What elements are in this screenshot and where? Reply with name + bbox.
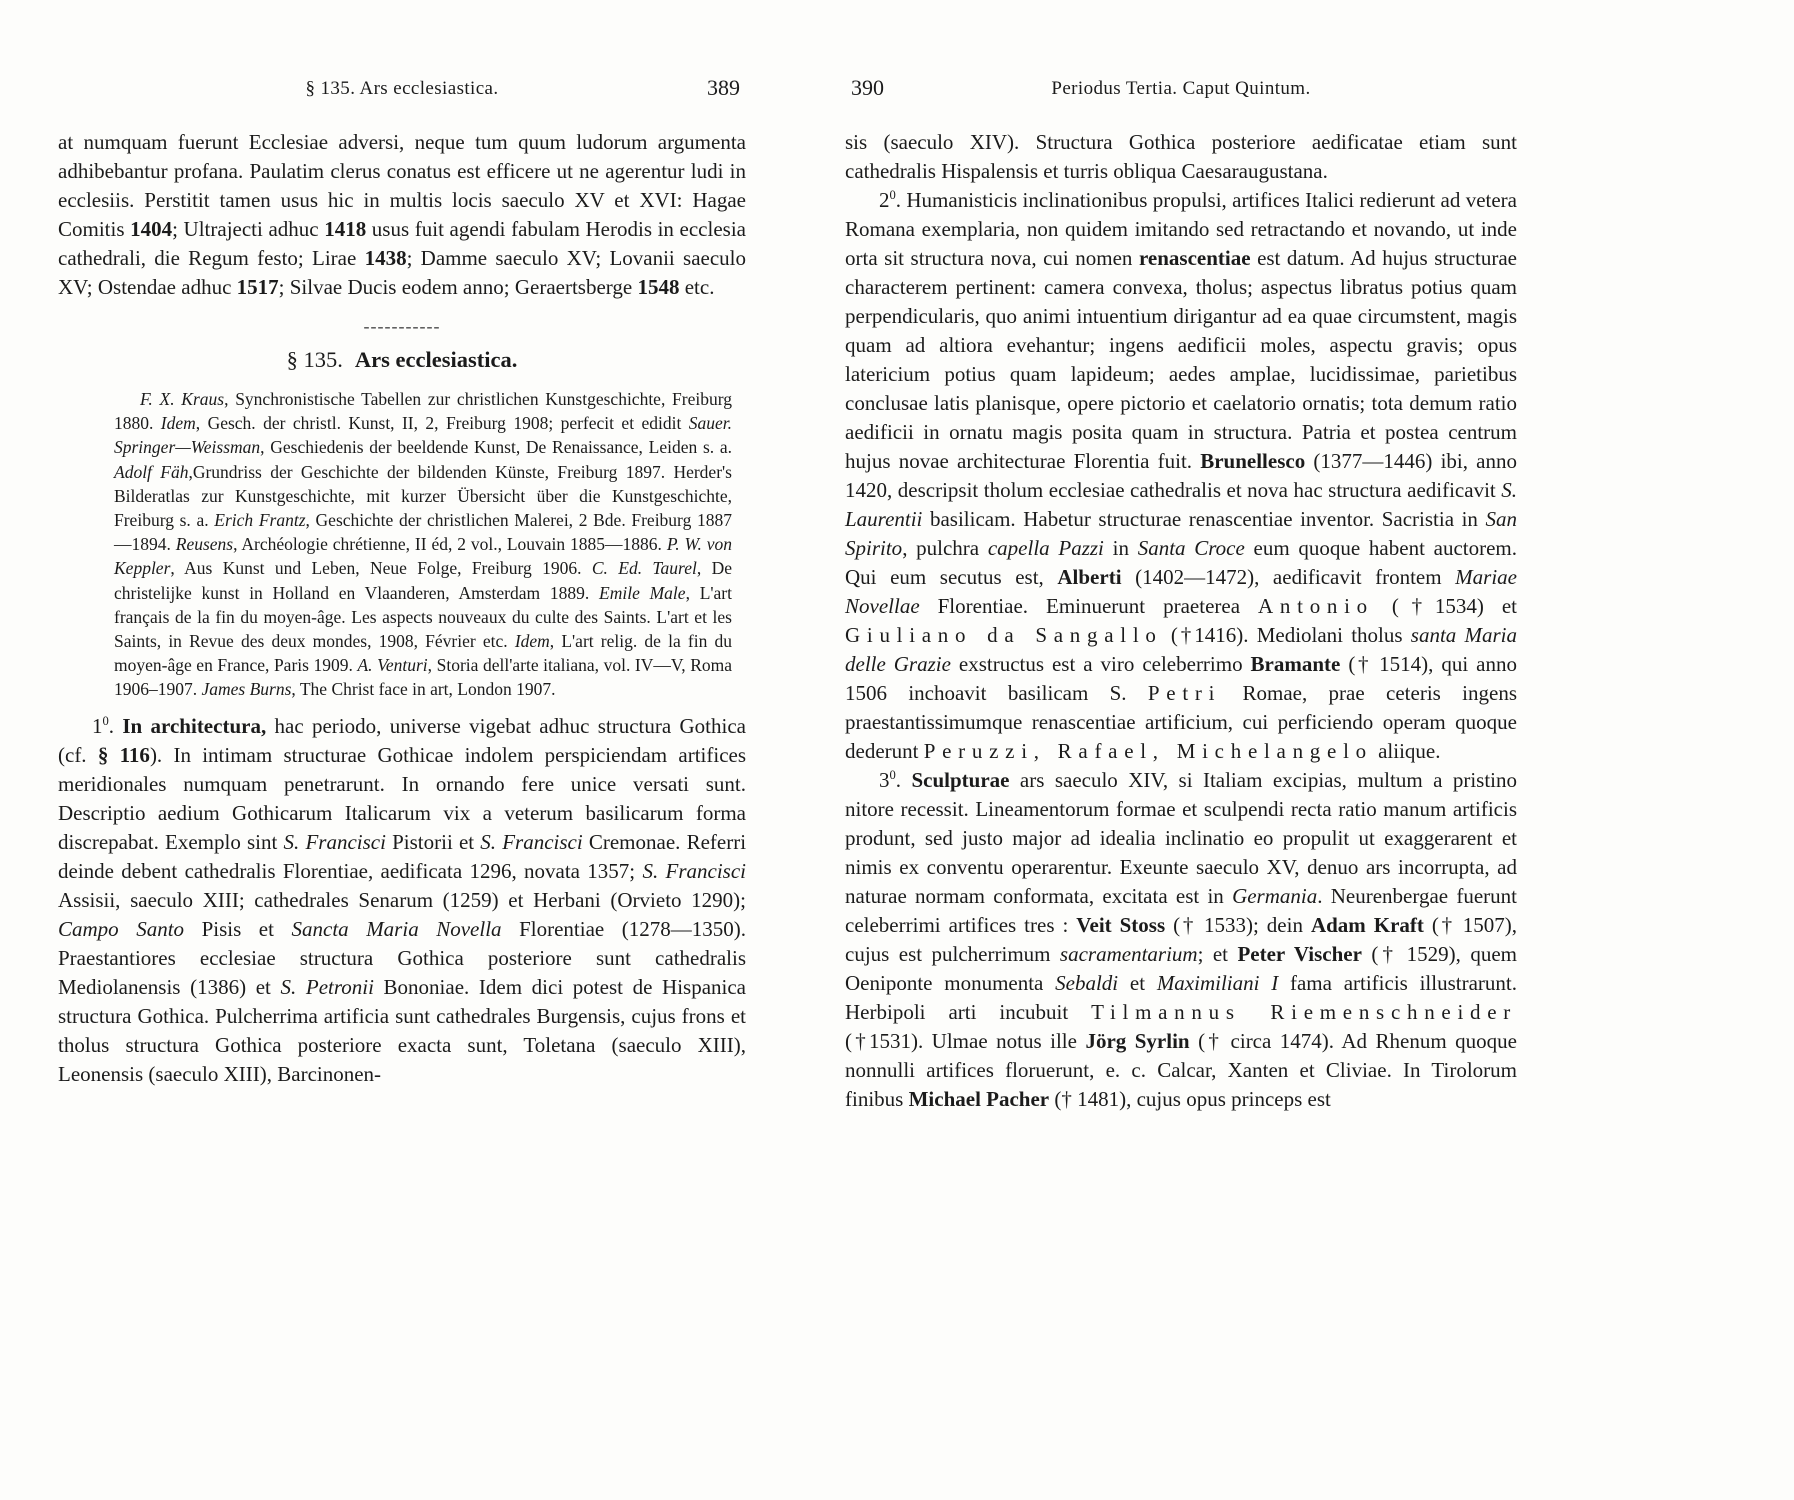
page-body-left	[58, 128, 746, 1089]
paragraph-2-humanisticis: $2^0$. Humanisticis inclinationibus propulsi, artifices Italici redierunt ad vetera Romana exemplaria, non quidem imitando sed retractando et novando, ut inde orta sit structura nova, cui nomen renascentiae est datum. Ad hujus structurae characterem pertinent: camera convexa, tholus; aspectus libratus potius quam perpendicularis, quo animi intuentium dirigantur ad ea quae circumstent, magis quam ad altiora evehantur; ingens aedificii moles, aspectu gravis; opus latericium potius quam lapideum; aedes amplae, lucidissimae, parietibus conclusae latis planisque, opere pictorio et caelatorio ornatis; tota demum ratio aedificii in ornatu magis posita quam in structura. Patria et postea centrum hujus novae architecturae Florentia fuit. Brunellesco (1377—1446) ibi, anno 1420, descripsit tholum ecclesiae cathedralis et nova hac structura aedificavit S. Laurentii basilicam. Habetur structurae renascentiae inventor. Sacristia in San Spirito, pulchra capella Pazzi in Santa Croce eum quoque habent auctorem. Qui eum secutus est, Alberti (1402—1472), aedificavit frontem Mariae Novellae Florentiae. Eminuerunt praeterea Antonio (†1534) et Giuliano da Sangallo (†1416). Mediolani tholus santa Maria delle Grazie exstructus est a viro celeberrimo Bramante († 1514), qui anno 1506 inchoavit basilicam S. Petri Romae, prae ceteris ingens praestantissimumque renascentiae artificium, cui perficiendo operam quoque dederunt Peruzzi, Rafael, Michelangelo aliique.	[845, 188, 1518, 763]
running-title-right: Periodus Tertia. Caput Quintum.	[1051, 78, 1311, 99]
page-number-right-page: 390	[851, 75, 884, 100]
paragraph-continuation-right: sis (saeculo XIV). Structura Gothica posteriore aedificatae etiam sunt cathedralis Hispalensis et turris obliqua Caesaraugustana.	[845, 130, 1517, 183]
page-number-left-page: 389	[707, 75, 740, 100]
section-divider: -----------	[363, 316, 441, 336]
paragraph-1-architectura: $1^0$. In architectura, hac periodo, universe vigebat adhuc structura Gothica (cf. § 116). In intimam structurae Gothicae indolem perspiciendam artifices meridionales numquam penetrarunt. In ornando fere unice versati sunt. Descriptio aedium Gothicarum Italicarum vix a veterum basilicarum forma discrepabat. Exemplo sint S. Francisci Pistorii et S. Francisci Cremonae. Referri deinde debent cathedralis Florentiae, aedificata 1296, novata 1357; S. Francisci Assisii, saeculo XIII; cathedrales Senarum (1259) et Herbani (Orvieto 1290); Campo Santo Pisis et Sancta Maria Novella Florentiae (1278—1350). Praestantiores ecclesiae structura Gothica posteriore sunt cathedralis Mediolanensis (1386) et S. Petronii Bononiae. Idem dici potest de Hispanica structura Gothica. Pulcherrima artificia sunt cathedrales Burgensis, cujus frons et tholus structura Gothica posteriore exacta sunt, Toletana (saeculo XIII), Leonensis (saeculo XIII), Barcinonen-	[58, 713, 747, 1086]
section-heading: § 135. Ars ecclesiastica.	[286, 347, 518, 372]
bibliography: F. X. Kraus, Synchronistische Tabellen zur christlichen Kunstgeschichte, Freiburg 1880. Idem, Gesch. der christl. Kunst, II, 2, Freiburg 1908; perfecit et edidit Sauer. Springer—Weissman, Geschiedenis der beeldende Kunst, De Renaissance, Leiden s. a. Adolf Fäh,Grundriss der Geschichte der bildenden Künste, Freiburg 1897. Herder's Bilderatlas zur Kunstgeschichte, mit kurzer Übersicht über die Kunstgeschichte, Freiburg s. a. Erich Frantz, Geschichte der christlichen Malerei, 2 Bde. Freiburg 1887—1894. Reusens, Archéologie chrétienne, II éd, 2 vol., Louvain 1885—1886. P. W. von Keppler, Aus Kunst und Leben, Neue Folge, Freiburg 1906. C. Ed. Taurel, De christelijke kunst in Holland en Vlaanderen, Amsterdam 1889. Emile Male, L'art français de la fin du moyen-âge. Les aspects nouveaux du culte des Saints. L'art et les Saints, in Revue des deux mondes, 1908, Février etc. Idem, L'art relig. de la fin du moyen-âge en France, Paris 1909. A. Venturi, Storia dell'arte italiana, vol. IV—V, Roma 1906–1907. James Burns, The Christ face in art, London 1907.	[114, 389, 733, 700]
page-header-left	[58, 75, 746, 114]
page-left	[58, 75, 747, 1089]
page-right	[845, 75, 1518, 1114]
page-body-right	[845, 128, 1517, 1114]
page-header-right	[845, 75, 1517, 114]
running-title-left: § 135. Ars ecclesiastica.	[305, 78, 499, 99]
paragraph-3-sculpturae: $3^0$. Sculpturae ars saeculo XIV, si Italiam excipias, multum a pristino nitore recessit. Lineamentorum formae et sculpendi recta ratio manum artificis produnt, sed justo major ad idealia inclinatio eo propulit ut exaggerarent et nimis ex conventu operarentur. Exeunte saeculo XV, denuo ars incorrupta, ad naturae normam conformata, excitata est in Germania. Neurenbergae fuerunt celeberrimi artifices tres : Veit Stoss († 1533); dein Adam Kraft († 1507), cujus est pulcherrimum sacramentarium; et Peter Vischer († 1529), quem Oeniponte monumenta Sebaldi et Maximiliani I fama artificis illustrarunt. Herbipoli arti incubuit Tilmannus Riemenschneider (†1531). Ulmae notus ille Jörg Syrlin († circa 1474). Ad Rhenum quoque nonnulli artifices floruerunt, e. c. Calcar, Xanten et Cliviae. In Tirolorum finibus Michael Pacher († 1481), cujus opus princeps est	[845, 768, 1518, 1111]
paragraph-continuation-left: at numquam fuerunt Ecclesiae adversi, neque tum quum ludorum argumenta adhibebantur profana. Paulatim clerus conatus est efficere ut ne agerentur ludi in ecclesiis. Perstitit tamen usus hic in multis locis saeculo XV et XVI: Hagae Comitis 1404; Ultrajecti adhuc 1418 usus fuit agendi fabulam Herodis in ecclesia cathedrali, die Regum festo; Lirae 1438; Damme saeculo XV; Lovanii saeculo XV; Ostendae adhuc 1517; Silvae Ducis eodem anno; Geraertsberge 1548 etc.	[58, 130, 746, 299]
